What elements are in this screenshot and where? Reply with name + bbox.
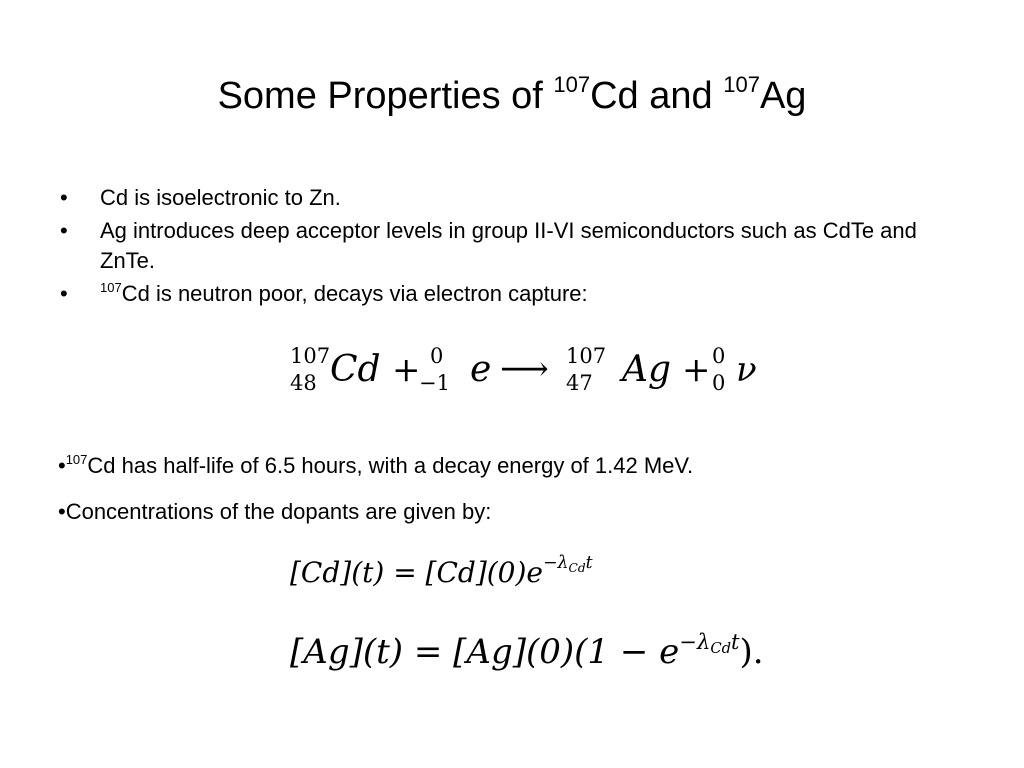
cd-symbol: Cd <box>330 349 381 390</box>
bullet-marker: • <box>60 218 68 243</box>
title-element-ag: Ag <box>759 75 807 117</box>
cd-atomic-number: 48 <box>290 371 317 395</box>
arrow-icon: ⟶ <box>500 349 549 389</box>
cd-mass-number: 107 <box>290 344 331 368</box>
neutrino-charge: 0 <box>712 371 726 395</box>
bullet-item <box>56 216 976 276</box>
equation-tail: ). <box>739 632 764 672</box>
exponent-subscript: Cd <box>568 561 586 575</box>
halflife-line <box>58 451 693 481</box>
exponent-lambda: −λ <box>679 629 711 654</box>
bullet-marker: • <box>58 499 66 524</box>
concentrations-text: Concentrations of the dopants are given by: <box>65 499 492 524</box>
bullet-text: Ag introduces deep acceptor levels in group II-VI semiconductors such as CdTe and ZnTe. <box>100 218 917 273</box>
plus-sign: + <box>392 350 421 390</box>
bullet-text: Cd is isoelectronic to Zn. <box>100 185 341 210</box>
bullet-item <box>56 279 976 309</box>
bullet-item <box>56 183 976 213</box>
equation-lhs: [Cd](t) = [Cd](0)e <box>290 556 543 589</box>
bullet-mass-number: 107 <box>100 280 122 295</box>
concentrations-line <box>58 497 491 527</box>
bullet-marker: • <box>60 185 68 210</box>
bullet-marker: • <box>60 281 68 306</box>
decay-equation <box>284 338 784 400</box>
halflife-text: Cd has half-life of 6.5 hours, with a decay energy of 1.42 MeV. <box>87 453 694 478</box>
cd-concentration-equation <box>290 553 593 589</box>
halflife-mass-number: 107 <box>65 452 88 467</box>
ag-mass-number: 107 <box>566 344 607 368</box>
electron-symbol: e <box>470 349 492 390</box>
title-prefix: Some Properties of <box>217 75 554 117</box>
exponent-subscript: Cd <box>710 640 732 657</box>
exponent-t: t <box>585 553 593 573</box>
title-and: and <box>638 75 724 117</box>
title-mass-number-ag: 107 <box>723 72 760 97</box>
slide-title <box>0 70 1024 122</box>
equation-lhs: [Ag](t) = [Ag](0)(1 − e <box>290 632 680 672</box>
neutrino-symbol: ν <box>736 350 757 390</box>
electron-mass-number: 0 <box>430 344 444 368</box>
plus-sign: + <box>682 350 711 390</box>
neutrino-mass-number: 0 <box>712 344 726 368</box>
ag-concentration-equation <box>290 629 764 672</box>
bullet-list <box>56 183 976 312</box>
title-element-cd: Cd <box>590 75 639 117</box>
bullet-text: Cd is neutron poor, decays via electron capture: <box>121 281 588 306</box>
exponent-t: t <box>731 629 740 654</box>
ag-symbol: Ag <box>622 349 672 390</box>
electron-charge: −1 <box>419 371 450 395</box>
title-mass-number-cd: 107 <box>553 72 591 97</box>
exponent-lambda: −λ <box>542 553 569 573</box>
ag-atomic-number: 47 <box>566 371 593 395</box>
bullet-marker: • <box>58 453 66 478</box>
